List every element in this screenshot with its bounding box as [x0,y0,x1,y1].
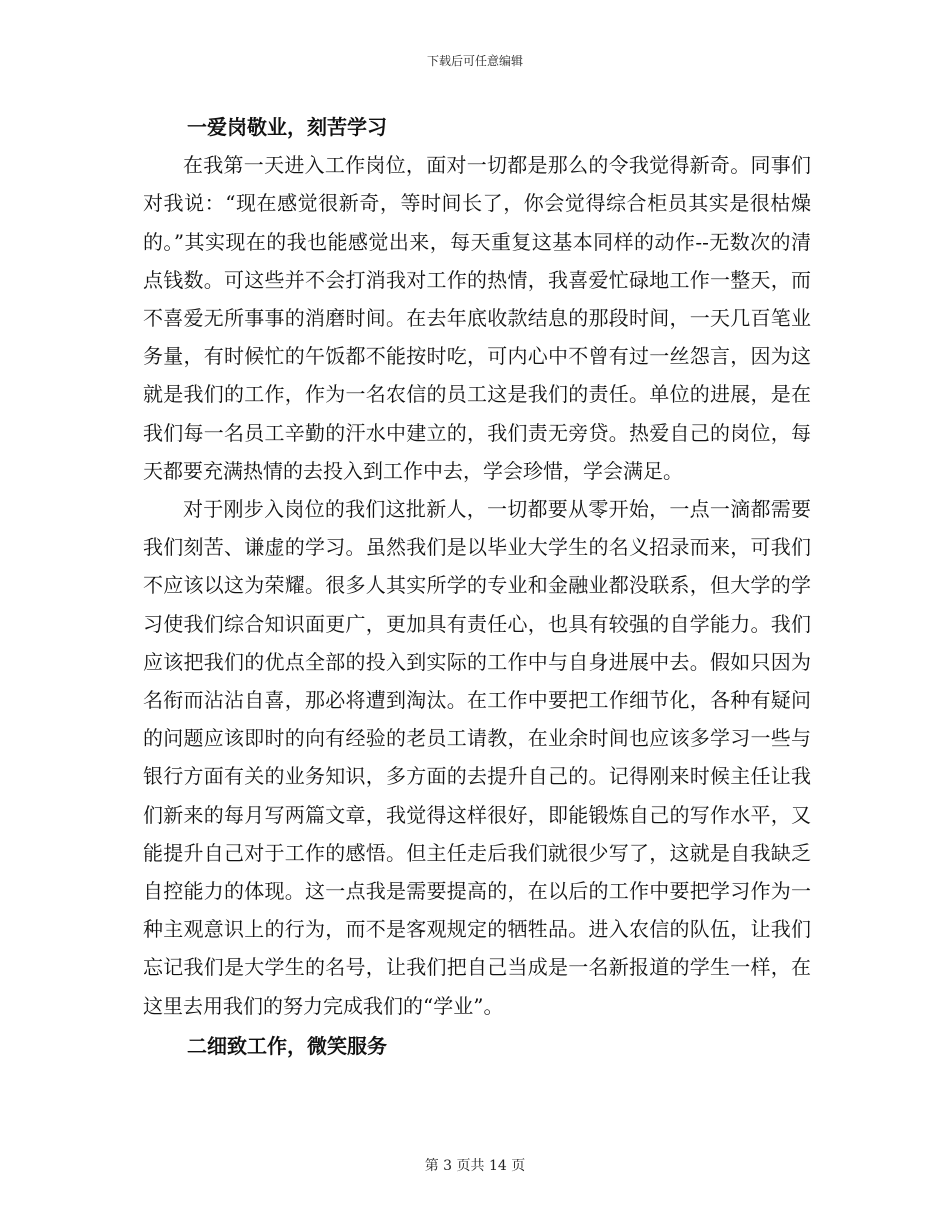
page-header: 下载后可任意编辑 [426,54,523,68]
paragraph-2: 对于刚步入岗位的我们这批新人，一切都要从零开始，一点一滴都需要我们刻苦、谦虚的学习。虽然我们是以毕业大学生的名义招录而来，可我们不应该以这为荣耀。很多人其实所学的专业和金融业都没联系，但大学的学习使我们综合知识面更广，更加具有责任心，也具有较强的自学能力。我们应该把我们的优点全部的投入到实际的工作中与自身进展中去。假如只因为名衔而沾沾自喜，那必将遭到淘汰。在工作中要把工作细节化，各种有疑问的问题应该即时的向有经验的老员工请教，在业余时间也应该多学习一些与银行方面有关的业务知识，多方面的去提升自己的。记得刚来时候主任让我们新来的每月写两篇文章，我觉得这样很好，即能锻炼自己的写作水平，又能提升自己对于工作的感悟。但主任走后我们就很少写了，这就是自我缺乏自控能力的体现。这一点我是需要提高的，在以后的工作中要把学习作为一种主观意识上的行为，而不是客观规定的牺牲品。进入农信的队伍，让我们忘记我们是大学生的名号，让我们把自己当成是一名新报道的学生一样，在这里去用我们的努力完成我们的“学业”。 [143,497,811,1018]
paragraph-1: 在我第一天进入工作岗位，面对一切都是那么的令我觉得新奇。同事们对我说：“现在感觉很新奇，等时间长了，你会觉得综合柜员其实是很枯燥的。”其实现在的我也能感觉出来，每天重复这基本同样的动作--无数次的清点钱数。可这些并不会打消我对工作的热情，我喜爱忙碌地工作一整天，而不喜爱无所事事的消磨时间。在去年底收款结息的那段时间，一天几百笔业务量，有时候忙的午饭都不能按时吃，可内心中不曾有过一丝怨言，因为这就是我们的工作，作为一名农信的员工这是我们的责任。单位的进展，是在我们每一名员工辛勤的汗水中建立的，我们责无旁贷。热爱自己的岗位，每天都要充满热情的去投入到工作中去，学会珍惜，学会满足。 [143,153,811,483]
page-footer: 第 3 页共 14 页 [424,1158,526,1174]
section-heading-1: 一爱岗敬业，刻苦学习 [187,115,387,139]
document-body [143,108,811,1065]
section-heading-2: 二细致工作，微笑服务 [187,1033,387,1058]
